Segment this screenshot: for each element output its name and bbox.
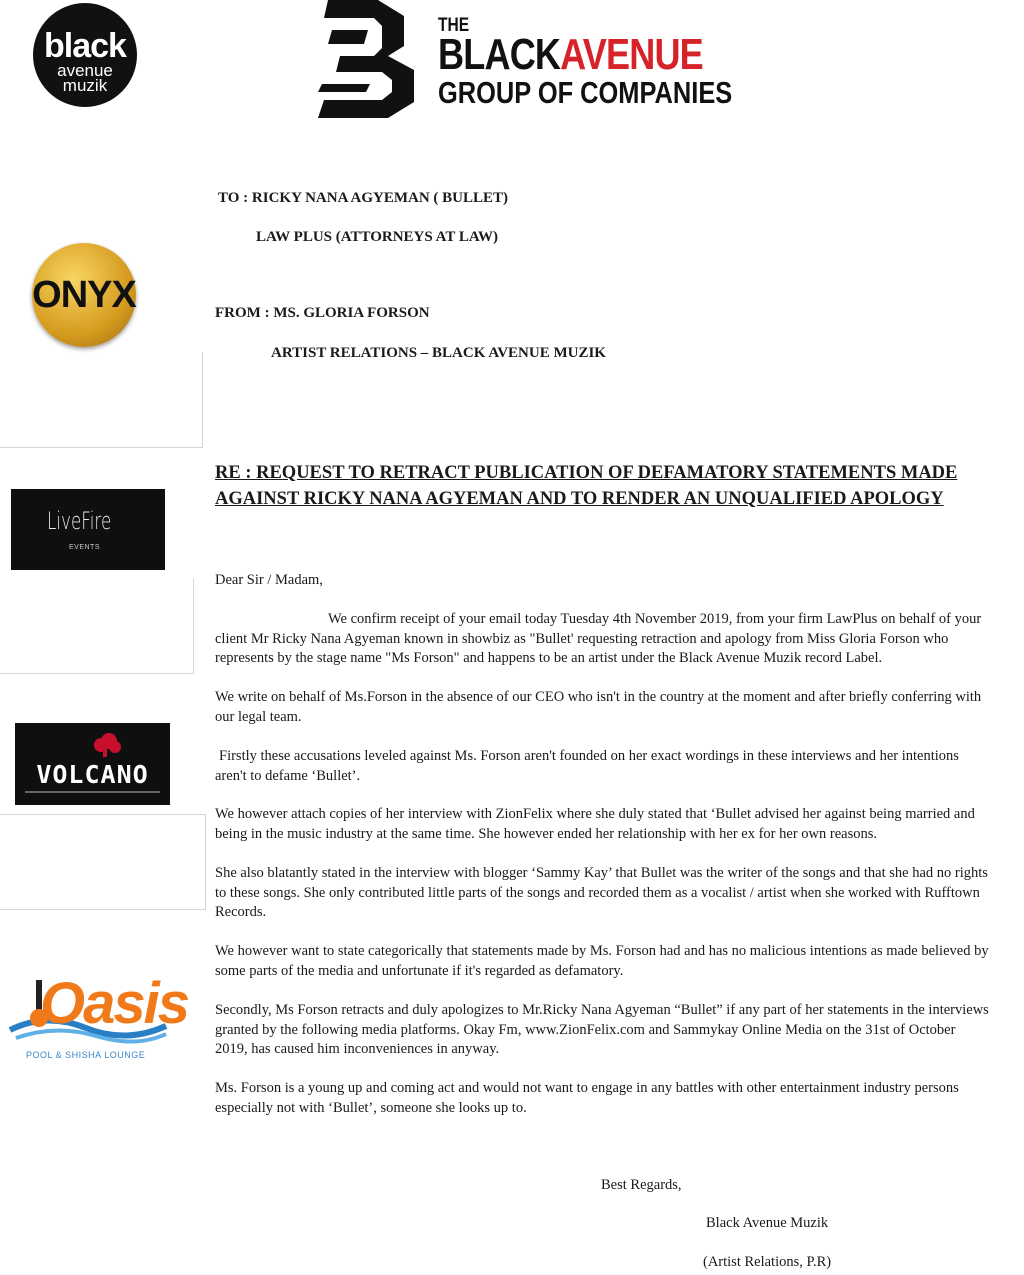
- wordmark-avenue: AVENUE: [560, 30, 703, 79]
- paragraph-3: Firstly these accusations leveled against Ms. Forson aren't founded on her exact wordings in these interviews and her intentions aren't to defame ‘Bullet’.: [215, 748, 959, 784]
- wordmark-the: THE: [438, 15, 470, 36]
- paragraph-6: We however want to state categorically that statements made by Ms. Forson had and has no malicious intentions as made believed by some parts of the media and unfortunate if it's regarded as defamatory.: [215, 943, 989, 979]
- scan-line: [205, 814, 206, 910]
- scan-line: [0, 814, 205, 815]
- wordmark-black-avenue: [438, 30, 732, 79]
- closing: Best Regards,: [601, 1177, 682, 1193]
- paragraph-8: Ms. Forson is a young up and coming act and would not want to engage in any battles with other entertainment industry persons especially not with ‘Bullet’, someone she looks up to.: [215, 1080, 959, 1116]
- subject-line-2: AGAINST RICKY NANA AGYEMAN AND TO RENDER AN UNQUALIFIED APOLOGY: [215, 489, 944, 509]
- group-of-companies-wordmark: [438, 16, 732, 108]
- from-dept-line: ARTIST RELATIONS – BLACK AVENUE MUZIK: [271, 345, 606, 361]
- volcano-logo-text: VOLCANO: [36, 760, 149, 789]
- volcano-tagline-bar: [25, 791, 160, 793]
- paragraph-7: Secondly, Ms Forson retracts and duly apologizes to Mr.Ricky Nana Agyeman “Bullet” if any part of her statements in the interviews granted by the following media platforms. Okay Fm, www.ZionFelix.com and Sammykay Online Media on the 31st of October 2019, has caused him inconveniences in anyway.: [215, 1002, 989, 1057]
- logo-text-black: black: [44, 27, 126, 65]
- oasis-logo-sub: POOL & SHISHA LOUNGE: [26, 1050, 146, 1060]
- salutation: Dear Sir / Madam,: [215, 572, 323, 588]
- logo-text-avenue: avenue: [57, 61, 113, 80]
- logo-text-muzik: muzik: [62, 76, 108, 95]
- to-line: TO : RICKY NANA AGYEMAN ( BULLET): [218, 190, 509, 206]
- scan-line: [0, 909, 206, 910]
- oasis-logo-text: Oasis: [40, 971, 188, 1036]
- oasis-logo: [6, 971, 188, 1067]
- subject-line-1: RE : REQUEST TO RETRACT PUBLICATION OF DEFAMATORY STATEMENTS MADE: [215, 463, 958, 483]
- livefire-logo-sub: EVENTS: [69, 544, 101, 551]
- livefire-events-logo: [11, 489, 165, 570]
- signature-org: Black Avenue Muzik: [706, 1215, 829, 1231]
- scan-line: [193, 578, 194, 674]
- paragraph-4: We however attach copies of her interview with ZionFelix where she duly stated that ‘Bullet advised her against being married and being in the music industry at the same time. She however ended her relationship with her ex for her own reasons.: [215, 806, 975, 842]
- wordmark-group-of-companies: GROUP OF COMPANIES: [438, 75, 733, 110]
- onyx-logo: [32, 243, 136, 347]
- livefire-logo-text: LiveFire: [47, 507, 112, 535]
- volcano-cloud-icon: [91, 733, 121, 757]
- paragraph-5: She also blatantly stated in the interview with blogger ‘Sammy Kay’ that Bullet was the writer of the songs and that she had no rights to these songs. She only contributed little parts of the songs and recorded them as a vocalist / artist when she worked with Rufftown Records.: [215, 865, 988, 920]
- volcano-logo: [15, 723, 170, 805]
- black-avenue-muzik-logo: [33, 3, 137, 107]
- scan-line: [0, 447, 203, 448]
- signature-dept: (Artist Relations, P.R): [703, 1254, 832, 1270]
- paragraph-2: We write on behalf of Ms.Forson in the absence of our CEO who isn't in the country at the moment and after briefly conferring with our legal team.: [215, 689, 982, 725]
- group-b-logo-icon: [312, 0, 424, 118]
- wordmark-black: BLACK: [438, 30, 561, 79]
- to-firm-line: LAW PLUS (ATTORNEYS AT LAW): [256, 229, 499, 245]
- scan-line: [0, 673, 194, 674]
- from-line: FROM : MS. GLORIA FORSON: [215, 305, 430, 321]
- scan-line: [202, 352, 203, 448]
- onyx-logo-text: ONYX: [32, 274, 136, 316]
- paragraph-1: We confirm receipt of your email today Tuesday 4th November 2019, from your firm LawPlus on behalf of your client Mr Ricky Nana Agyeman known in showbiz as "Bullet' requesting retraction and apology from Miss Gloria Forson who represents by the stage name "Ms Forson" and happens to be an artist under the Black Avenue Muzik record Label.: [215, 611, 982, 666]
- subject-heading: [215, 460, 995, 512]
